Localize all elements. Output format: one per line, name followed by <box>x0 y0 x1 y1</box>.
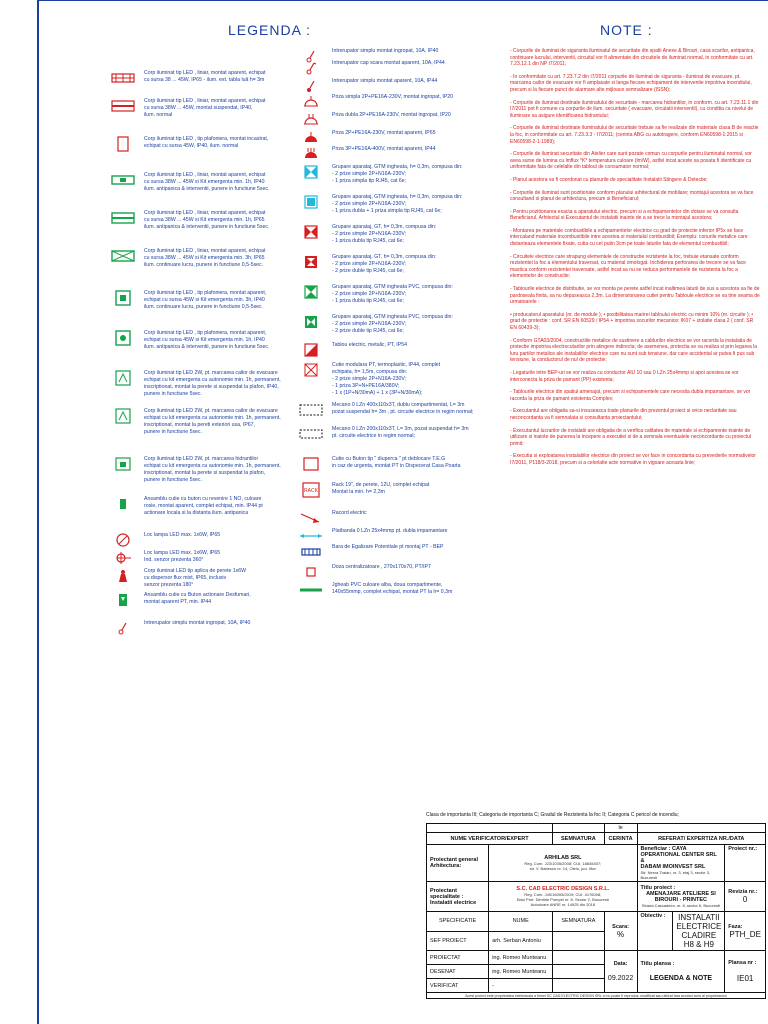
footer-note: Acest proiect este proprietatea intelectuala a firmei SC CAD ELECTRIC DESIGN SRL si nu poate fi reprodus, modificat sau utilizat fara acordul scris al proprietarului <box>427 993 766 999</box>
note-paragraph: - In conformitate cu art. 7.23.7.2 din I7/2011 corpurile de iluminat de siguranta - iluminat de evacuare, pt. marcarea cailor de evacuare vor fi amplasate si langa fiecare echipament de interventie impotriva incendiului, precum si la fiecare punct de alarmare alte mijloace semnalizare (ISSN); <box>510 73 752 93</box>
legend-item-text: Loc lampa LED max. 1x6W, IP65 Ind. senzor prezenta 360° <box>144 550 221 563</box>
circle-slash-icon <box>108 532 138 548</box>
legend-item-text: Corp iluminat tip LED , liniar, montat aparent, echipat cu sursa 38W ... 45W si Kit emergenta min. 1h, IP40 ilum. antipanica & interventii, punere in functiune 5sec. <box>144 172 270 192</box>
signature-cell <box>553 979 604 993</box>
faza-label: Faza: <box>728 923 743 930</box>
legend-item <box>108 370 289 398</box>
legend-item <box>296 254 507 275</box>
red-bowtie-icon <box>296 224 326 240</box>
legend-item <box>108 172 289 193</box>
note-paragraph: - Pentru pozitionarea exacta a aparatului electric, precum si a echipamentelor din dotare se va consulta Beneficiarul, Arhitectul si Executantul de instalatii inainte de a se trece la montajul acestora; <box>510 208 739 222</box>
legend-header: LEGENDA : <box>228 22 311 38</box>
titlu-proiect-label: Titlu proiect : <box>640 885 676 891</box>
scara-label: Scara: <box>612 923 629 930</box>
legend-item-text: Corp iluminat tip LED , liniar, montat aparent, echipat cu sursa 38 ... 45W, IP65 - ilum. ext. tabla luă h= 3m <box>144 70 266 83</box>
legend-item <box>296 164 507 185</box>
legend-item-text: Corp iluminat LED tip aplica de perete 1x6W cu dispersor flux mixt, IP65, inclusiv senzor prezenta 180° <box>144 568 247 588</box>
red-hourglass-icon <box>296 254 326 270</box>
button-box-icon <box>108 592 138 608</box>
legend-item <box>108 550 289 566</box>
legend-item-text: Intrerupator simplu montat aparent, 10A, IP44 <box>332 78 438 84</box>
beneficiar-value: CAYA OPERATIONAL CENTER SRL & DABAM IMOINVEST SRL <box>640 846 717 870</box>
nume-header: NUME <box>489 912 553 932</box>
legend-item <box>108 620 289 636</box>
note-paragraph: - Executia si exploatarea instalatiilor electrice din proiect se vor face in concordanta cu prevederile normativelor I7/2011, P118/3-2018, precum si a celorlalte acte normative in vigoare aceasta linie; <box>510 453 756 466</box>
legend-item <box>296 224 507 245</box>
note-paragraph: - Executantul lucrarilor de instalatii are obligatia de a verifica calitatea de materiale si echipamente inainte de utilizare si inainte de punerea la incepere a executiei si de a semnala eventualele neconcordante cu proiectul primit; <box>510 427 751 447</box>
red-triangle-box-icon <box>296 342 326 358</box>
desenat-name: ing. Romeo Munteanu <box>489 965 553 979</box>
proiectat-label: PROIECTAT <box>427 951 489 965</box>
legend-item <box>108 210 289 231</box>
legend-item <box>108 248 289 269</box>
legend-item-text: Grupare aparataj, GTM ingheata, h= 0,3m, compusa din: - 2 prize simple 2P+N16A-230V; - 1 priza simpla tip RJ45, cat 6e; <box>332 164 463 184</box>
verificat-name: - <box>489 979 553 993</box>
legend-item <box>108 98 289 119</box>
note-paragraph: • producatorul aparatului (nr. de module ); • posibilitatea marirei tabloului electric cu minim 10% (nr. circuite ); • grad de protectie : conf. SR EN 60529 / IP54 + impotriva socurilor mecanice: IK07 + izolatie clasa 2 ( conf. SR EN 60439-3); <box>510 311 754 331</box>
legend-item <box>108 290 289 311</box>
legend-item-text: Corp iluminat tip LED , tip plafoniera, montat aparent, echipat cu sursa 45W si Kit emergenta min. 1h, IP40 ilum. antipanica & interventii, punere in functiune 5sec. <box>144 330 270 350</box>
exit-sign-icon <box>108 408 138 424</box>
legend-item <box>296 194 507 215</box>
legend-item <box>296 60 507 76</box>
socket-double-icon <box>296 112 326 128</box>
legend-item <box>296 78 507 94</box>
legend-item-text: Bara de Egalizare Potentiale pt montaj PT - BEP <box>332 544 444 550</box>
legend-item-text: Loc lampa LED max. 1x6W, IP65 <box>144 532 221 538</box>
hydrant-sign-icon <box>108 456 138 472</box>
bar-equalizer-icon <box>296 544 326 560</box>
switch-ip44-icon <box>296 78 326 94</box>
green-double-rect-icon <box>108 210 138 226</box>
legend-item-text: Ansamblu cutie cu Buton actionare Desfumari, montat aparent PT, min. IP44 <box>144 592 251 605</box>
arhitectura-company: ARHILAB SRL <box>544 855 582 861</box>
data-value: 09.2022 <box>607 975 634 982</box>
instalatii-label: Proiectant specialitate : Instalatii electrice <box>427 882 489 912</box>
legend-item-text: Cutie cu Buton tip " diuperca " pt deblocare T.E.G in caz de urgenta, montat PT in Dispecerat Casa Poarta <box>332 456 461 469</box>
note-paragraph: - Tablourile electrice din spatiul amenajat, precum si echipamentele care necesita dubla impamantare, se vor racorda la priza de pamant existenta Complex; <box>510 389 751 402</box>
green-rect-icon <box>108 172 138 188</box>
legend-item <box>108 592 289 608</box>
instalatii-details: Reg. Com. J40/16005/2019; CUI: 4176008; Bdul Prof. Dimitrie Pompei nr. 8, Sector 2, Bucuresti Autorizare ANRE nr. 14925 din 2018 <box>516 892 609 907</box>
arhitectura-label: Proiectant general Arhitectura: <box>427 845 489 882</box>
plansa-nr-label: Plansa nr : <box>728 960 757 966</box>
legend-item-text: Priza dubla 2P+PE16A-230V, montat ingropat, IP20 <box>332 112 451 118</box>
exit-sign-icon <box>108 370 138 386</box>
legend-item-text: Corp iluminat tip LED , tip plafoniera, montat aparent, echipat cu sursa 45W si Kit emergenta min. 3h, IP40 ilum. continuare lucru, punere in functiune 0,5-5sec. <box>144 290 267 310</box>
cyan-square-icon <box>296 194 326 210</box>
legend-item <box>108 496 289 517</box>
verificator-header: NUME VERIFICATOR/EXPERT <box>427 833 553 845</box>
legend-item-text: Intrerupator simplu montat ingropat, 10A, IP40 <box>144 620 251 626</box>
wall-lamp-icon <box>108 568 138 584</box>
legend-item <box>108 408 289 436</box>
beneficiar-label: Beneficiar : <box>640 846 671 852</box>
legend-item <box>296 510 507 526</box>
note-paragraph: - Corpurile de iluminat destinate iluminatului de securitate - marcarea hidrantilor, in conform. cu art. 7.23.11.1 din I7/2011 pot fi comune cu corpurile de ilum. securitate ( evacuare, circulatii interventii), cu conditia ca nivelul de iluminare sa asigure identificarea hidrantului; <box>510 99 759 119</box>
red-rect-outline-icon <box>108 136 138 152</box>
green-square-dot-icon <box>108 330 138 346</box>
dashed-rect-icon <box>296 402 326 418</box>
legend-item <box>108 330 289 351</box>
notes-header: NOTE : <box>600 22 653 38</box>
legend-item-text: Priza simpla 2P+PE16A-230V, montat ingropat, IP20 <box>332 94 454 100</box>
plansa-nr-value: IE01 <box>736 974 754 983</box>
socket-3p-icon <box>296 146 326 162</box>
beneficiar-address: Str. Nerva Traian, nr. 3, etaj 3, sector 3, Bucuresti <box>640 870 711 880</box>
title-block <box>426 823 766 999</box>
note-paragraph: - Tablourile electrice de distributie, se vor monta pe perete astfel incat inaltimea laturii de sus a acestora sa fie de pardoseala finita, sa nu depaseasca 2,3m. La dimensionarea cutiei pentru Tabloule electrice se va tine seama de urmatoarele : <box>510 286 760 306</box>
legend-item-text: Platbanda 0 LZn 25x4mmp pt. dubla impamantare <box>332 528 448 534</box>
note-paragraph: - Conform GTA03/2004, constructiile metalice de sustinere a cablurilor electrice se vor racorda la instalatia de protectie impotriva electrocutarilor prin atingere indirecta; de asemenea, protectia se va realiza si prin legarea la luru partilor metalice ale instalatiilor electrice care nu sunt sub tensiune, dar care accidental ar putea fi pus sub tensiune, la conductorul de nul de protectie; <box>510 337 758 364</box>
legend-item-text: Doza centralizatoare , 270x170x70, PT/IP7 <box>332 564 431 570</box>
specificatie-header: SPECIFICATIE <box>427 912 489 932</box>
legend-item <box>108 568 289 589</box>
legend-item-text: Priza 3P+PE16A-400V, montat aparent, IP44 <box>332 146 436 152</box>
legend-item-text: Corp iluminat tip LED , liniar, montat aparent, echipat cu sursa 38W ... 45W si Kit emergenta min. 1h, IP65 ilum. antipanica & interventii, punere in functiune 5sec. <box>144 210 270 230</box>
legend-item <box>108 532 289 548</box>
revizia-value: 0 <box>742 895 748 904</box>
note-paragraph: - Corpurile de iluminat sunt pozitionate conform planului arhitectural de mobilare; montajul acestora se va face consultand si planul de arhitectura, precum si Beneficiarul; <box>510 189 754 203</box>
legend-item-text: Grupare aparataj, GTM ingheata PVC, compusa din: - 2 prize simple 2P+N16A-230V; - 1 priza dubla tip RJ45, cat 6e; <box>332 284 453 304</box>
instalatii-company: S.C. CAD ELECTRIC DESIGN S.R.L. <box>516 886 610 892</box>
data-label: Data: <box>613 961 628 967</box>
proiect-nr-label: Proiect nr.: <box>725 845 766 882</box>
faza-value: PTH_DE <box>729 929 761 939</box>
switch-icon <box>108 620 138 636</box>
note-paragraph: - Planul acestora va fi coordonat cu planurile de specialitate Instalatii Stingere & Detectie; <box>510 176 708 183</box>
legend-item <box>296 426 507 442</box>
legend-item <box>296 94 507 110</box>
legend-item-text: Corp iluminat tip LED , liniar, montat aparent, echipat cu sursa 38W ... 45W si Kit emergenta min. 3h, IP65 ilum. continuare lucru, punere in functiune 0,5-5sec. <box>144 248 266 268</box>
note-paragraph: - Corpurile de iluminat de siguranta iluminatul de securitate din spatii Anexe & Birouri, casa scarilor, antipanica, continuare lucrului, interventii, circuitul vor fi alimentate din circuitele de iluminat normal, in conformitate cu art. 7.23.12.1 din NP I7/2011; <box>510 48 755 68</box>
titlu-proiect-value: AMENAJARE ATELIERE SI BIROURI - PRINTEC <box>646 891 716 903</box>
proiectat-name: ing. Romeo Munteanu <box>489 951 553 965</box>
legend-item-text: Corp iluminat tip LED , tip plafoniera, montat incastrat, echipat cu sursa 45W, IP40, ilum. normal <box>144 136 269 149</box>
green-line-icon <box>296 582 326 598</box>
legend-item-text: Intrerupator simplu montat ingropat, 10A, IP40 <box>332 48 439 54</box>
legend-item-text: Priza 2P+PE16A-230V, montat aparent, IP65 <box>332 130 436 136</box>
green-square-icon <box>108 290 138 306</box>
red-double-rect-icon <box>108 98 138 114</box>
titlu-plansa-label: Titlu plansa : <box>640 961 675 967</box>
legend-item <box>296 528 507 544</box>
legend-item-text: Corp iluminat tip LED 2W, pt. marcarea hidrantilor echipat cu kit emergenta cu autonomie min. 1h, permanent, inscriptionat, montat la perete si suspendat la plafon, punere in functiune 5sec. <box>144 456 281 483</box>
legend-item <box>296 402 507 418</box>
note-paragraph: - Corpurile de iluminat securitate din Atelier care sunt pozate comun cu corpurile pentru iluminatul normal, vor avea surse de lumina cu lmflux *K* temperatura culoare (lm/W), astfel incat aceste sa posata fi identificate cu uniformitate fata de celelalte din tabloul de consumator normal; <box>510 151 752 171</box>
empty-cell <box>637 824 765 833</box>
note-paragraph: - Executantul are obligatia sa-si insuseasca toate planurile din prezentul proiect si orice neclaritate sau neconcordanta va fi semnalata si consultanta proiectantului; <box>510 408 737 421</box>
legend-item <box>296 146 507 162</box>
legend-item-text: Racord electric <box>332 510 367 516</box>
legend-item-text: Mecano 0 LZn 200x110x3T, L= 3m, pozat suspendat h= 3m pt. circuite electrice in regim normal; <box>332 426 469 439</box>
titlu-plansa-value: LEGENDA & NOTE <box>649 975 713 982</box>
socket-icon <box>296 94 326 110</box>
sef-proiect-label: SEF PROIECT <box>427 931 489 951</box>
connection-arrow-icon <box>296 510 326 526</box>
semnatura-header: SEMNATURA <box>553 833 604 845</box>
green-small-rect-icon <box>108 496 138 512</box>
doc-box-icon <box>296 456 326 472</box>
socket-ip65-icon <box>296 130 326 146</box>
note-paragraph: - Legaturile intre BEP-uri se vor realiza cu conductor AlU 10 sau 0 LZn 25x4mmp si apoi acestea se vor interconecta la priza de pamant (PP) existenta; <box>510 369 739 383</box>
legend-item <box>108 136 289 152</box>
lamp-sensor-icon <box>108 550 138 566</box>
legend-item <box>108 456 289 484</box>
notes-column <box>510 48 760 473</box>
legend-item <box>296 456 507 472</box>
legend-item-text: Ansamblu cutie cu buton cu revenire 1 NO, culoare rosie, montat aparent, complet echipat, min. IP44 pt actionare locala si la distanta ilum. antipanica <box>144 496 263 516</box>
cyan-box-icon <box>296 164 326 180</box>
note-paragraph: - Corpurile de iluminat destinate iluminatului de securitate trebuie sa fie realizate din materiale clasa B de reactie la foc, in conformitate cu art. 7.23.3.3 - I7/2011; (cerinta ABG cu autotragere, conform EN60598-1:2015 si EN60598-2-1:1989); <box>510 125 759 145</box>
green-hourglass-icon <box>296 284 326 300</box>
legend-item-text: Tablou electric, metalic, PT, IP54 <box>332 342 407 348</box>
switch-stair-icon <box>296 60 326 76</box>
signature-cell <box>553 965 604 979</box>
cerinta-header: CERINTA <box>604 833 637 845</box>
dashed-rect-small-icon <box>296 426 326 442</box>
legend-item <box>296 482 507 498</box>
empty-cell <box>427 824 553 833</box>
left-margin <box>0 0 38 1024</box>
legend-item-text: Intrerupator cap scara montat aparent, 10A, IP44 <box>332 60 445 66</box>
legend-item <box>296 362 507 397</box>
legend-item <box>296 112 507 128</box>
obiectiv-label: Obiectiv : <box>637 912 673 951</box>
classification-line: Clasa de importanta III; Categoria de importanta C; Gradul de Rezistenta la foc II; Categoria C pericol de incendiu; <box>426 812 679 818</box>
semnatura-col-header: SEMNATURA <box>553 912 604 932</box>
legend-item-text: Cutie modulara PT, termoplastic, IP44, complet echipata, h= 1,5m, compusa din: - 2 prize simple 2P+N16A-230V; - 1 priza 3P+N+PE16A/380V; - 1 x (1P+N/30mA) + 1 x (3P+N/30mA); <box>332 362 441 396</box>
legend-item <box>296 544 507 560</box>
revizia-label: Revizia nr.: <box>728 889 758 895</box>
legend-item-text: Grupare aparataj, GTM ingheata PVC, compusa din: - 2 prize simple 2P+N16A-230V; - 2 prize duble tip RJ45, cat 6e; <box>332 314 453 334</box>
legend-item-text: Corp iluminat tip LED , liniar, montat aparent, echipat cu sursa 38W ... 45W, montat suspendat, IP40, ilum. normal <box>144 98 266 118</box>
signature-cell <box>553 951 604 965</box>
rack-icon <box>296 482 326 498</box>
verificat-label: VERIFICAT <box>427 979 489 993</box>
sef-proiect-name: arh. Serban Antoniu <box>489 931 553 951</box>
crossed-box-icon <box>296 362 326 378</box>
titlu-proiect-address: Strada Cascadelor, nr. 8, sector 6, Bucuresti <box>641 903 721 908</box>
legend-item <box>296 314 507 335</box>
note-paragraph: - Circuitele electrice care strapung elementele de constructie rezistente la foc, trebuie etansate conform rezistentei la foc a elementului traversat, cu material omologat. Inchiderea perforarea de trecere se va face mastica conform rezistentei traversate, astfel incat sa nu se reduca performantele de rezistenta la foc a elementelor de constructie; <box>510 253 746 280</box>
referat-header: REFERAT/ EXPERTIZA NR./DATA <box>637 833 765 845</box>
legend-item-text: Corp iluminat tip LED 2W, pt. marcarea cailor de evacuare echipat cu kit emergenta cu autonomie min. 1h, permanent, inscriptionat, montat la perete si suspendat la plafon, IP40, punere in functiune 5sec. <box>144 370 281 397</box>
legend-item-text: Grupare aparataj, GT, h= 0,3m, compusa din: - 2 prize simple 2P+N16A-230V; - 1 priza dubla tip RJ45, cat 6e; <box>332 224 437 244</box>
green-bowtie-icon <box>296 314 326 330</box>
legend-item-text: Grupare aparataj, GT, h= 0,3m, compusa din: - 2 prize simple 2P+N16A-230V; - 2 prize duble tip RJ45, cat 6e; <box>332 254 437 274</box>
red-hatched-rect-icon <box>108 70 138 86</box>
legend-item-text: Grupare aparataj, GTM ingheata, h= 0,3m, compusa din: - 2 prize simple 2P+N16A-230V; - 1 priza dubla + 1 priza simpla tip RJ45, cat 6e; <box>332 194 463 214</box>
note-paragraph: - Montarea pe materiale combustibile a echipamentelor electrice cu grad de protectie inferior IP5x se face intercaland materiale incombustibile intre acestea si materialul combustibil; Exemplu: conurile metalice care distanteaza elementele fixate, cutia cu cel putin 3cm pe toate laturile fata de elementul combustibil; <box>510 227 748 248</box>
arhitectura-details: Reg. Com. J23/1035/2008; CUI: 18845407; str. V. Babescu nr. 14, Otelu, jud. Ilfov <box>524 861 602 871</box>
red-small-box-icon <box>296 564 326 580</box>
legend-item <box>296 130 507 146</box>
cerinta-small-header: le <box>604 824 637 833</box>
green-hatched-rect-icon <box>108 248 138 264</box>
legend-item <box>296 582 507 598</box>
empty-cell <box>553 824 604 833</box>
svg-text:RACK: RACK <box>304 488 318 494</box>
obiectiv-value: INSTALATII ELECTRICE CLADIRE H8 & H9 <box>673 912 725 951</box>
signature-cell <box>553 931 604 951</box>
legend-item <box>296 284 507 305</box>
legend-item-text: Rack 19", de perete, 12U, complet echipat Montat la min. h= 2,3m <box>332 482 430 495</box>
legend-item <box>108 70 289 86</box>
scara-value: % <box>617 929 625 939</box>
legend-item-text: Corp iluminat tip LED 2W, pt. marcarea cailor de evacuare echipat cu kit emergenta cu autonomie min. 1h, permanent, inscriptionat, montat la pereti exteriori usa, IP67, punere in functiune 5sec. <box>144 408 281 435</box>
legend-item <box>296 342 507 358</box>
legend-item <box>296 564 507 580</box>
desenat-label: DESENAT <box>427 965 489 979</box>
legend-item-text: Mecano 0 LZn 400x110x3T, dublu compartimentat, L= 3m pozat suspendat h= 3m , pt. circuite electrice in regim normal; <box>332 402 474 415</box>
legend-item-text: Jgheab PVC culoare alba, doua compartimente, 140x55mmp, complet echipat, montat PT la h= 0,3m <box>332 582 453 595</box>
flat-bar-icon <box>296 528 326 544</box>
